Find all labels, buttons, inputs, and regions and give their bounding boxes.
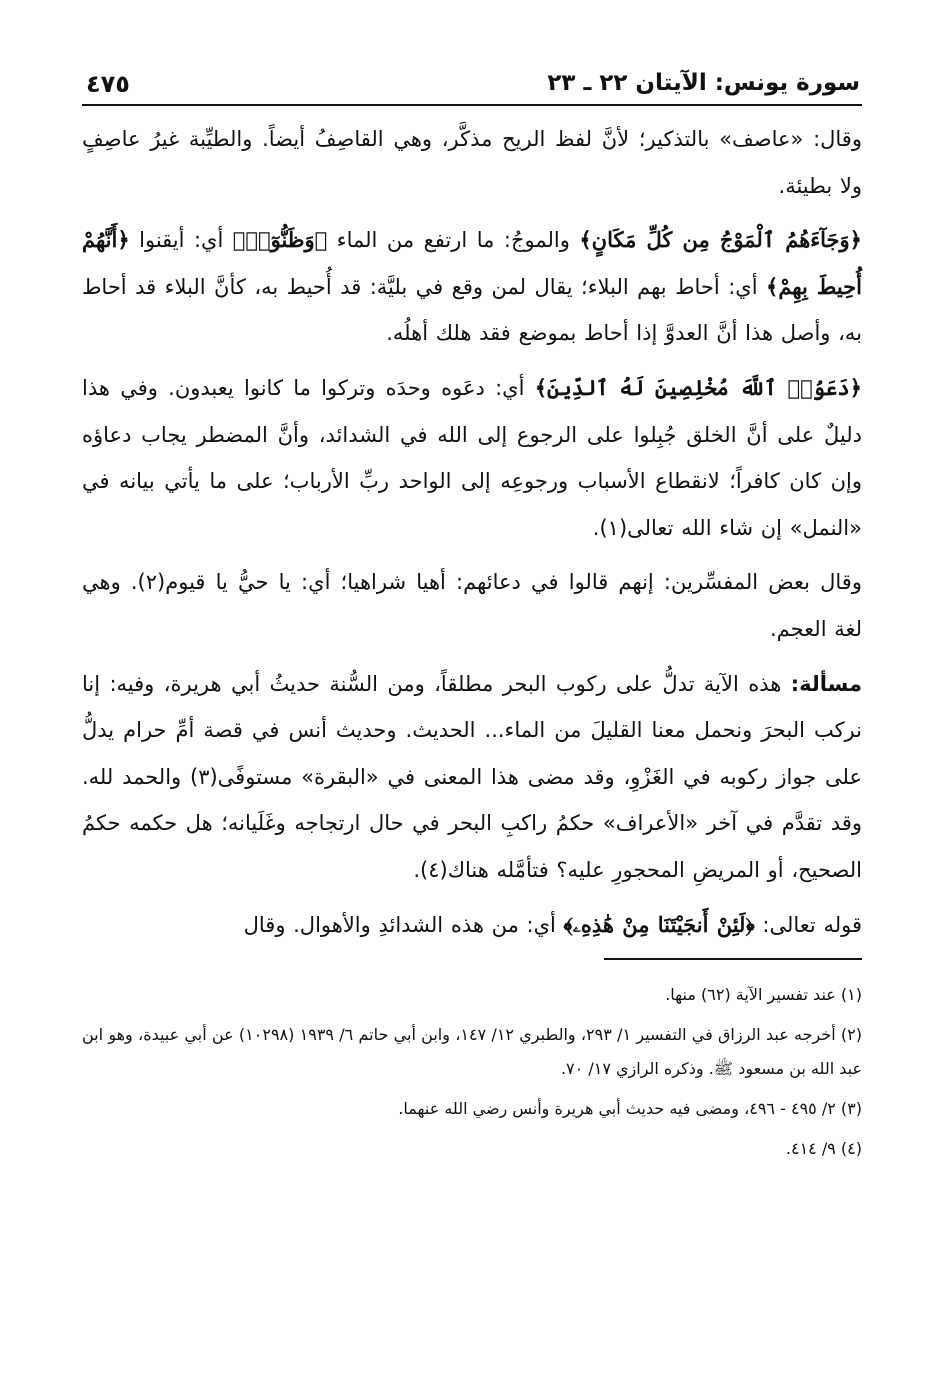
paragraph-text: أي: دعَوه وحدَه وتركوا ما كانوا يعبدون. وفي هذا دليلٌ على أنَّ الخلق جُبِلوا على الرجوع إلى الله في الشدائد، وأنَّ المضطر يجاب دعاؤه وإن كان كافراً؛ لانقطاع الأسباب ورجوعِه إلى الواحد ربِّ الأرباب؛ على ما يأتي بيانه في «النمل» إن شاء الله تعالى(١). [82,375,862,540]
quran-verse: ﴿دَعَوُا۟ ٱللَّهَ مُخْلِصِينَ لَهُ ٱلدِّينَ﴾ [534,374,862,400]
paragraph-text: قوله تعالى: [754,912,862,937]
issue-label: مسألة: [790,671,862,696]
book-page [82,60,862,1172]
footnote-4: (٤) ٩/ ٤١٤. [785,1139,862,1159]
paragraph-5 [82,661,862,894]
paragraph-1 [82,116,862,209]
paragraph-text: وقال: «عاصف» بالتذكير؛ لأنَّ لفظ الريح مذكَّر، وهي القاصِفُ أيضاً. والطيِّبة غيرُ عاصِفٍ ولا بطيئة. [82,127,862,198]
footnote-1: (١) عند تفسير الآية (٦٢) منها. [665,985,862,1005]
paragraph-6 [82,902,862,949]
paragraph-text: أي: من هذه الشدائدِ والأهوال. وقال [243,912,564,937]
footnotes [82,978,862,1166]
page-number: ٤٧٥ [86,70,130,98]
quran-verse: ﴿وَجَآءَهُمُ ٱلْمَوْجُ مِن كُلِّ مَكَانٍ﴾ [579,227,862,253]
paragraph-2 [82,217,862,357]
quran-verse: ﴿وَظَنُّوٓا۟﴾ [232,227,328,253]
paragraph-text: هذه الآية تدلُّ على ركوب البحر مطلقاً، ومن السُّنة حديثُ أبي هريرة، وفيه: إنا نركب البحرَ ونحمل معنا القليلَ من الماء... الحديث. وحديث أنس في قصة أمِّ حرام يدلُّ على جواز ركوبه في الغَزْوِ، وقد مضى هذا المعنى في «البقرة» مستوفًى(٣) والحمد لله. وقد تقدَّم في آخر «الأعراف» حكمُ راكبِ البحر في حال ارتجاجه وغَلَيانه؛ هل حكمه حكمُ الصحيح، أو المريضِ المحجورِ عليه؟ فتأمَّله هناك(٤). [82,671,862,882]
paragraph-text: وقال بعض المفسِّرين: إنهم قالوا في دعائهم: أهيا شراهيا؛ أي: يا حيُّ يا قيوم(٢). وهي لغة العجم. [82,570,862,641]
footnote-3: (٣) ٢/ ٤٩٥ - ٤٩٦، ومضى فيه حديث أبي هريرة وأنس رضي الله عنهما. [398,1099,862,1119]
main-text [82,116,862,948]
paragraph-3 [82,365,862,551]
paragraph-4 [82,559,862,652]
footnote-2: (٢) أخرجه عبد الرزاق في التفسير ١/ ٢٩٣، والطبري ١٢/ ١٤٧، وابن أبي حاتم ٦/ ١٩٣٩ (١٠٢٩٨) عن أبي عبيدة، وهو ابن عبد الله بن مسعود ﷺ. وذكره الرازي ١٧/ ٧٠. [82,1025,863,1079]
running-title: سورة يونس: الآيتان ٢٢ ـ ٢٣ [547,70,860,96]
quran-verse: ﴿أَنَّهُمْ أُحِيطَ بِهِمْ﴾ [82,227,863,299]
paragraph-text: والموجُ: ما ارتفع من الماء [327,228,580,253]
page-header [82,60,862,106]
quran-verse: ﴿لَئِنْ أَنجَيْتَنَا مِنْ هَٰذِهِۦ﴾ [563,911,755,937]
paragraph-text: أي: أيقنوا [129,228,233,253]
paragraph-text: أي: أحاط بهم البلاء؛ يقال لمن وقع في بليَّة: قد أُحيط به، كأنَّ البلاء قد أحاط به، وأصل هذا أنَّ العدوَّ إذا أحاط بموضع فقد هلك أهلُه. [82,274,862,346]
footnote-divider [604,958,862,960]
